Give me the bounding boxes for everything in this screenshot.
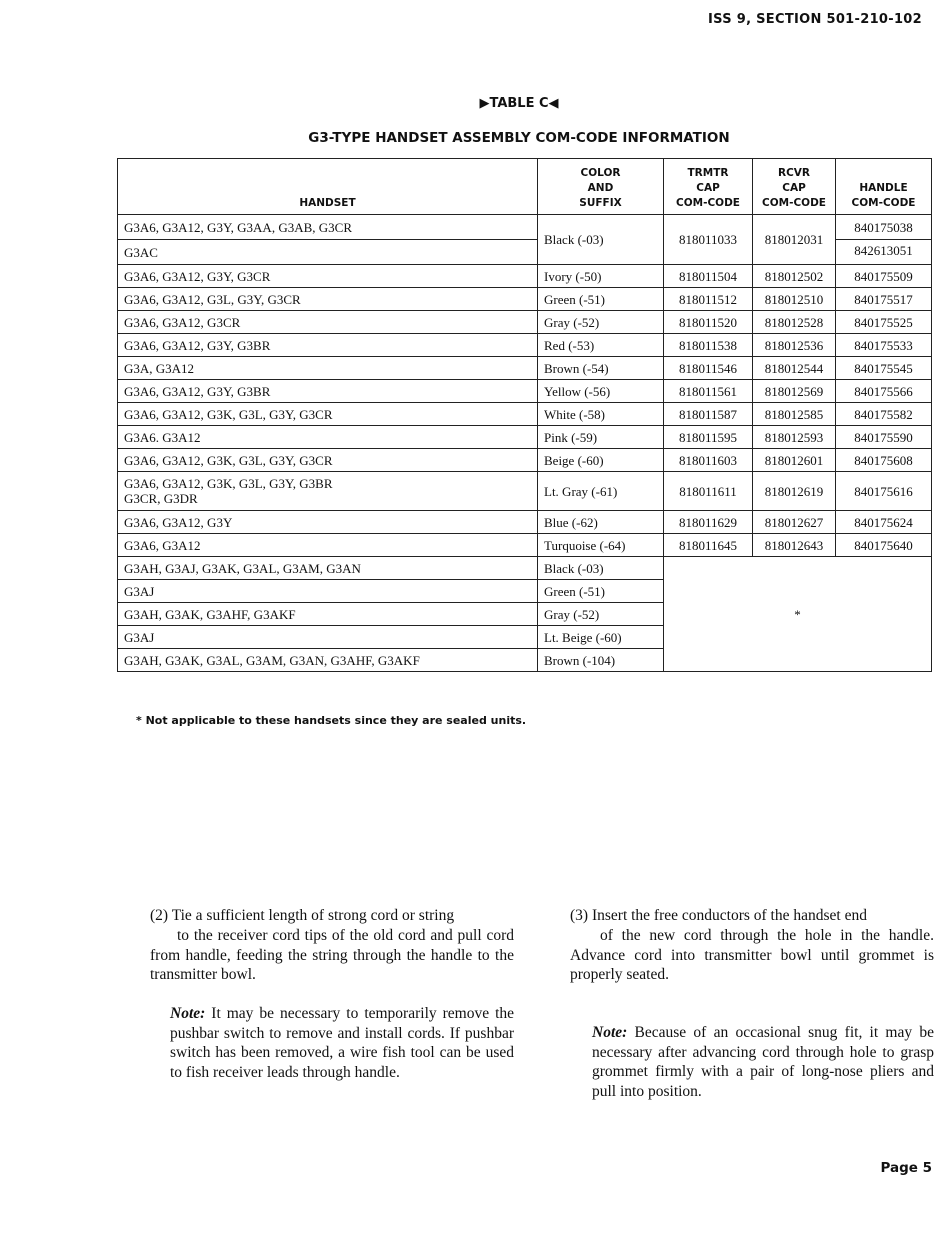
header-handle: HANDLE COM-CODE [836, 159, 932, 215]
trmtr-cell: 818011595 [664, 426, 753, 449]
table-row [118, 334, 932, 357]
table-footnote: * Not applicable to these handsets since they are sealed units. [136, 714, 527, 727]
revision-arrow-left-icon: ▶ [479, 96, 490, 111]
step-3-paragraph [570, 906, 934, 926]
trmtr-cell: 818011512 [664, 288, 753, 311]
com-code-table [117, 158, 932, 672]
handset-cell: G3A6, G3A12, G3Y, G3CR [118, 265, 538, 288]
note-label: Note: [170, 1005, 206, 1022]
handset-cell: G3A6, G3A12, G3Y, G3BR [118, 334, 538, 357]
trmtr-cell: 818011629 [664, 511, 753, 534]
table-row [118, 215, 932, 240]
handset-cell: G3AC [118, 240, 538, 265]
handset-cell: G3A6, G3A12, G3CR [118, 311, 538, 334]
rcvr-cell: 818012544 [753, 357, 836, 380]
table-row [118, 380, 932, 403]
color-cell: Lt. Gray (-61) [538, 472, 664, 511]
table-label-text: TABLE C [489, 96, 549, 111]
step-3-first-text: Insert the free conductors of the handset end [591, 907, 867, 924]
handset-cell: G3A6, G3A12, G3K, G3L, G3Y, G3CR [118, 403, 538, 426]
rcvr-cell: 818012536 [753, 334, 836, 357]
trmtr-cell: 818011611 [664, 472, 753, 511]
color-cell: Green (-51) [538, 288, 664, 311]
handset-cell: G3A6, G3A12, G3Y [118, 511, 538, 534]
color-cell: Lt. Beige (-60) [538, 626, 664, 649]
table-label [0, 96, 950, 111]
step-2-note [170, 1004, 514, 1082]
handle-cell: 840175624 [836, 511, 932, 534]
step-3-note [592, 1023, 934, 1101]
handle-cell: 840175640 [836, 534, 932, 557]
rcvr-cell: 818012619 [753, 472, 836, 511]
color-cell: Blue (-62) [538, 511, 664, 534]
step-2-first-text: Tie a sufficient length of strong cord or string [171, 907, 455, 924]
handle-cell: 840175525 [836, 311, 932, 334]
note-text: It may be necessary to temporarily remove the pushbar switch to remove and install cords. If pushbar switch has been removed, a wire fish tool can be used to fish receiver leads through handle. [170, 1005, 515, 1081]
handle-cell: 840175533 [836, 334, 932, 357]
rcvr-cell: 818012510 [753, 288, 836, 311]
color-cell: Ivory (-50) [538, 265, 664, 288]
color-cell: Yellow (-56) [538, 380, 664, 403]
color-cell: Gray (-52) [538, 603, 664, 626]
trmtr-cell: 818011603 [664, 449, 753, 472]
table-row [118, 472, 932, 511]
rcvr-cell: 818012031 [753, 215, 836, 265]
handset-cell: G3A6, G3A12 [118, 534, 538, 557]
trmtr-cell: 818011520 [664, 311, 753, 334]
trmtr-cell: 818011504 [664, 265, 753, 288]
not-applicable-cell [664, 557, 932, 672]
handset-cell: G3A6, G3A12, G3Y, G3BR [118, 380, 538, 403]
color-cell: Turquoise (-64) [538, 534, 664, 557]
table-row [118, 511, 932, 534]
header-handset: HANDSET [118, 159, 538, 215]
step-2-paragraph [150, 906, 514, 926]
trmtr-cell: 818011645 [664, 534, 753, 557]
rcvr-cell: 818012528 [753, 311, 836, 334]
trmtr-cell: 818011587 [664, 403, 753, 426]
handset-cell: G3A, G3A12 [118, 357, 538, 380]
handle-cell: 840175608 [836, 449, 932, 472]
handle-cell: 840175582 [836, 403, 932, 426]
table-row [118, 311, 932, 334]
color-cell: Red (-53) [538, 334, 664, 357]
handset-cell: G3AJ [118, 626, 538, 649]
step-2-body: to the receiver cord tips of the old cord and pull cord from handle, feeding the string through the handle to the transmitter bowl. [150, 927, 514, 983]
handset-cell: G3A6, G3A12, G3L, G3Y, G3CR [118, 288, 538, 311]
table-row [118, 557, 932, 580]
table-header-row [118, 159, 932, 215]
color-cell: Beige (-60) [538, 449, 664, 472]
handset-cell: G3AH, G3AK, G3AL, G3AM, G3AN, G3AHF, G3AKF [118, 649, 538, 672]
table-title: G3-TYPE HANDSET ASSEMBLY COM-CODE INFORMATION [308, 130, 730, 146]
section-reference: ISS 9, SECTION 501-210-102 [708, 12, 922, 27]
color-cell: Black (-03) [538, 215, 664, 265]
color-cell: Gray (-52) [538, 311, 664, 334]
color-cell: Brown (-104) [538, 649, 664, 672]
rcvr-cell: 818012585 [753, 403, 836, 426]
step-2-first-line [150, 906, 514, 926]
rcvr-cell: 818012627 [753, 511, 836, 534]
table-row [118, 265, 932, 288]
table-row [118, 288, 932, 311]
handset-cell: G3AH, G3AJ, G3AK, G3AL, G3AM, G3AN [118, 557, 538, 580]
table-row [118, 449, 932, 472]
handle-cell: 840175616 [836, 472, 932, 511]
table-row [118, 403, 932, 426]
rcvr-cell: 818012593 [753, 426, 836, 449]
step-3-first-line [570, 906, 934, 926]
handle-cell: 840175509 [836, 265, 932, 288]
trmtr-cell: 818011033 [664, 215, 753, 265]
handle-cell: 840175517 [836, 288, 932, 311]
handset-cell: G3A6. G3A12 [118, 426, 538, 449]
table-row [118, 426, 932, 449]
color-cell: Brown (-54) [538, 357, 664, 380]
rcvr-cell: 818012601 [753, 449, 836, 472]
table-row [118, 357, 932, 380]
rcvr-cell: 818012643 [753, 534, 836, 557]
rcvr-cell: 818012569 [753, 380, 836, 403]
header-trmtr-cap: TRMTR CAP COM-CODE [664, 159, 753, 215]
handle-cell: 840175590 [836, 426, 932, 449]
header-color-suffix: COLOR AND SUFFIX [538, 159, 664, 215]
step-2-number: (2) [150, 907, 169, 924]
table-row [118, 534, 932, 557]
handle-cell: 840175545 [836, 357, 932, 380]
trmtr-cell: 818011546 [664, 357, 753, 380]
handle-cell: 840175566 [836, 380, 932, 403]
handle-split-cell [836, 215, 932, 265]
trmtr-cell: 818011561 [664, 380, 753, 403]
handset-cell: G3A6, G3A12, G3K, G3L, G3Y, G3CR [118, 449, 538, 472]
trmtr-cell: 818011538 [664, 334, 753, 357]
note-label: Note: [592, 1024, 628, 1041]
revision-arrow-right-icon: ◀ [548, 96, 559, 111]
color-cell: Green (-51) [538, 580, 664, 603]
step-3-body: of the new cord through the hole in the handle. Advance cord into transmitter bowl until grommet is properly seated. [570, 927, 934, 983]
handset-cell: G3A6, G3A12, G3Y, G3AA, G3AB, G3CR [118, 215, 538, 240]
page-number: Page 5 [880, 1160, 932, 1176]
handle-cell: 840175038 [836, 217, 931, 240]
color-cell: Black (-03) [538, 557, 664, 580]
step-3-number: (3) [570, 907, 589, 924]
color-cell: Pink (-59) [538, 426, 664, 449]
rcvr-cell: 818012502 [753, 265, 836, 288]
handset-cell: G3AH, G3AK, G3AHF, G3AKF [118, 603, 538, 626]
color-cell: White (-58) [538, 403, 664, 426]
note-text: Because of an occasional snug fit, it may be necessary after advancing cord through hole to grasp grommet firmly with a pair of long-nose pliers and pull into position. [592, 1024, 934, 1100]
handle-cell: 842613051 [854, 243, 913, 258]
handset-cell: G3A6, G3A12, G3K, G3L, G3Y, G3BR G3CR, G3DR [118, 472, 538, 511]
header-rcvr-cap: RCVR CAP COM-CODE [753, 159, 836, 215]
handset-cell: G3AJ [118, 580, 538, 603]
not-applicable-mark: * [794, 606, 801, 622]
